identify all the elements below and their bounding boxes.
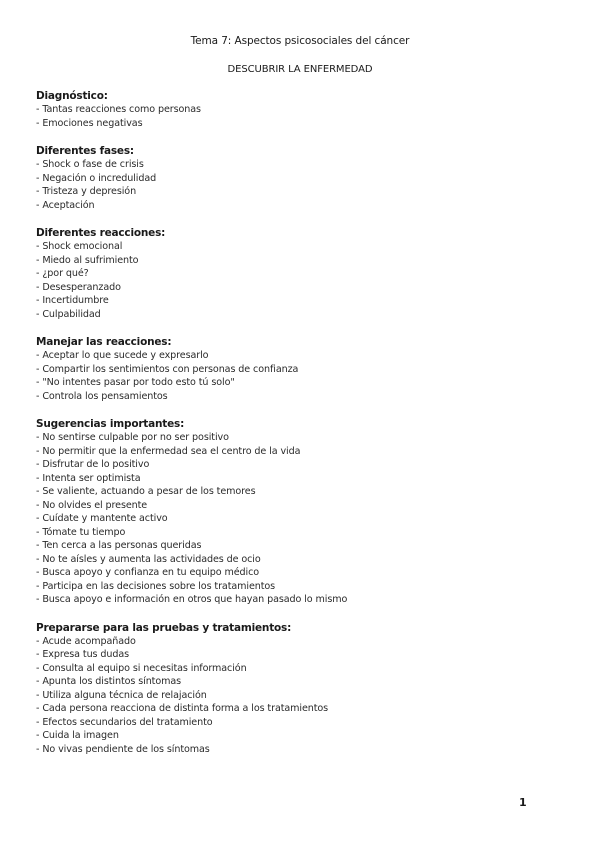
section-diferentes-fases (36, 144, 576, 212)
list-item: - Tantas reacciones como personas (36, 103, 576, 117)
section-diferentes-reacciones (36, 226, 576, 321)
list-item: - Expresa tus dudas (36, 648, 576, 662)
section-heading: Sugerencias importantes: (36, 418, 185, 430)
list-item: - Cuídate y mantente activo (36, 512, 576, 526)
list-item: - Compartir los sentimientos con personas de confianza (36, 363, 576, 377)
section-heading: Diferentes reacciones: (36, 227, 166, 239)
list-item: - Aceptación (36, 199, 576, 213)
list-item: - Apunta los distintos síntomas (36, 675, 576, 689)
list-item: - Miedo al sufrimiento (36, 254, 576, 268)
list-item: - Busca apoyo e información en otros que hayan pasado lo mismo (36, 593, 576, 607)
list-item: - No olvides el presente (36, 499, 576, 513)
list-item: - No te aísles y aumenta las actividades de ocio (36, 553, 576, 567)
section-list (36, 158, 576, 212)
section-prepararse-pruebas (36, 621, 576, 757)
list-item: - Acude acompañado (36, 635, 576, 649)
document-body (36, 89, 576, 770)
list-item: - Controla los pensamientos (36, 390, 576, 404)
list-item: - Consulta al equipo si necesitas información (36, 662, 576, 676)
section-heading: Diagnóstico: (36, 90, 108, 102)
section-list (36, 635, 576, 757)
section-list (36, 431, 576, 607)
page-subtitle: DESCUBRIR LA ENFERMEDAD (227, 64, 373, 75)
section-diagnostico (36, 89, 576, 130)
list-item: - Cuida la imagen (36, 729, 576, 743)
list-item: - No sentirse culpable por no ser positivo (36, 431, 576, 445)
list-item: - Shock emocional (36, 240, 576, 254)
list-item: - Participa en las decisiones sobre los tratamientos (36, 580, 576, 594)
list-item: - Incertidumbre (36, 294, 576, 308)
list-item: - "No intentes pasar por todo esto tú solo" (36, 376, 576, 390)
section-sugerencias-importantes (36, 417, 576, 607)
list-item: - Intenta ser optimista (36, 472, 576, 486)
page-title: Tema 7: Aspectos psicosociales del cáncer (190, 35, 410, 47)
list-item: - ¿por qué? (36, 267, 576, 281)
section-heading: Diferentes fases: (36, 145, 134, 157)
section-list (36, 240, 576, 321)
section-list (36, 349, 576, 403)
section-heading: Manejar las reacciones: (36, 336, 172, 348)
list-item: - Tristeza y depresión (36, 185, 576, 199)
list-item: - Efectos secundarios del tratamiento (36, 716, 576, 730)
list-item: - Emociones negativas (36, 117, 576, 131)
list-item: - Aceptar lo que sucede y expresarlo (36, 349, 576, 363)
list-item: - Ten cerca a las personas queridas (36, 539, 576, 553)
list-item: - Negación o incredulidad (36, 172, 576, 186)
list-item: - Culpabilidad (36, 308, 576, 322)
section-manejar-reacciones (36, 335, 576, 403)
section-heading: Prepararse para las pruebas y tratamientos: (36, 621, 292, 634)
list-item: - No permitir que la enfermedad sea el centro de la vida (36, 445, 576, 459)
list-item: - Shock o fase de crisis (36, 158, 576, 172)
section-list (36, 103, 576, 130)
list-item: - Tómate tu tiempo (36, 526, 576, 540)
list-item: - Cada persona reacciona de distinta forma a los tratamientos (36, 702, 576, 716)
list-item: - Desesperanzado (36, 281, 576, 295)
list-item: - Utiliza alguna técnica de relajación (36, 689, 576, 703)
list-item: - Disfrutar de lo positivo (36, 458, 576, 472)
list-item: - No vivas pendiente de los síntomas (36, 743, 576, 757)
list-item: - Busca apoyo y confianza en tu equipo médico (36, 566, 576, 580)
page-number: 1 (519, 796, 527, 809)
list-item: - Se valiente, actuando a pesar de los temores (36, 485, 576, 499)
